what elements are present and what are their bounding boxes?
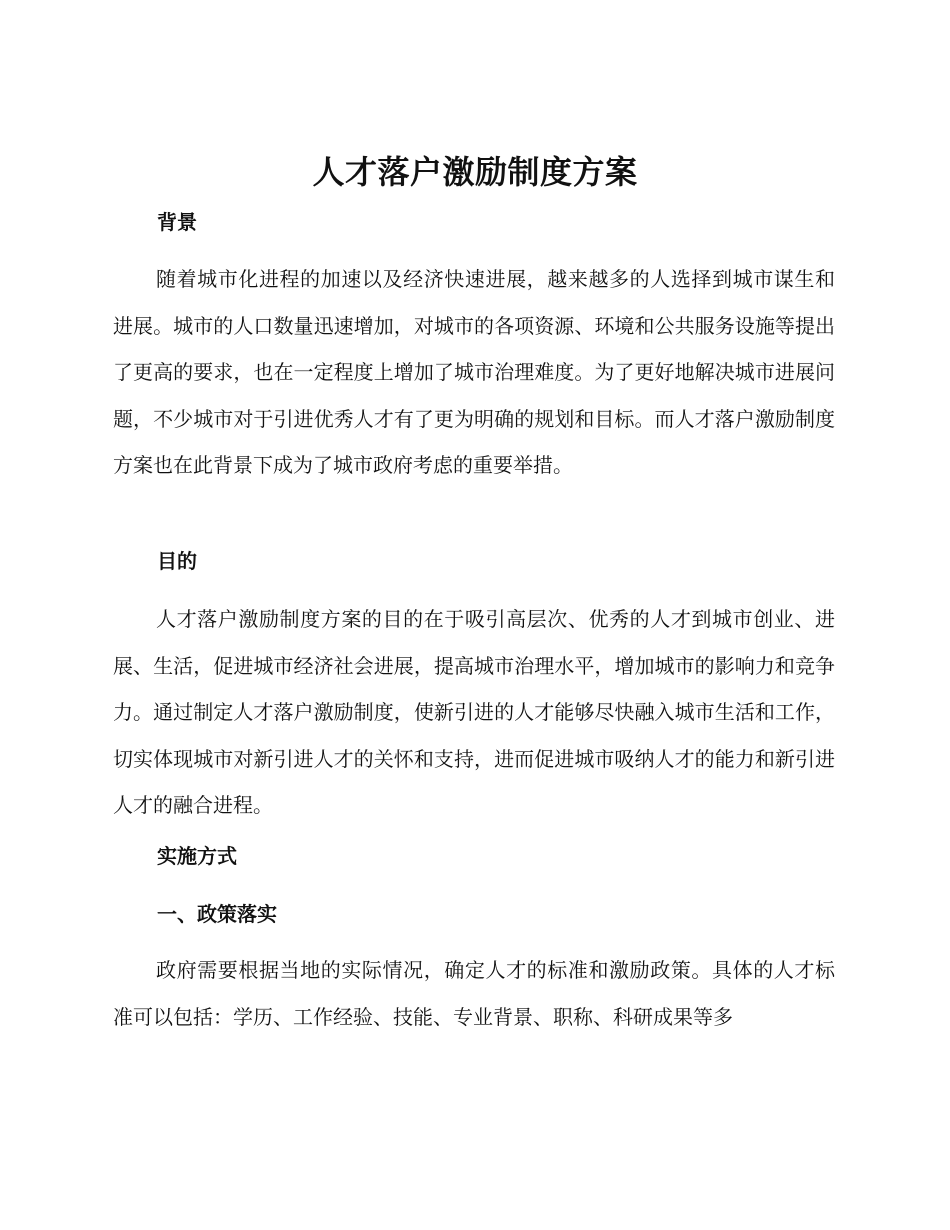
section-heading-purpose: 目的 — [157, 549, 197, 573]
section-heading-background: 背景 — [157, 210, 197, 234]
background-paragraph: 随着城市化进程的加速以及经济快速进展，越来越多的人选择到城市谋生和进展。城市的人口数量迅速增加，对城市的各项资源、环境和公共服务设施等提出了更高的要求，也在一定程度上增加了城市治理难度。为了更好地解决城市进展问题，不少城市对于引进优秀人才有了更为明确的规划和目标。而人才落户激励制度方案也在此背景下成为了城市政府考虑的重要举措。 — [113, 267, 835, 477]
section-heading-implementation: 实施方式 — [157, 844, 237, 868]
policy-paragraph: 政府需要根据当地的实际情况，确定人才的标准和激励政策。具体的人才标准可以包括：学历、工作经验、技能、专业背景、职称、科研成果等多 — [113, 958, 835, 1029]
subsection-heading-policy: 一、政策落实 — [157, 902, 277, 926]
document-title: 人才落户激励制度方案 — [312, 153, 638, 191]
purpose-paragraph: 人才落户激励制度方案的目的在于吸引高层次、优秀的人才到城市创业、进展、生活，促进城市经济社会进展，提高城市治理水平，增加城市的影响力和竞争力。通过制定人才落户激励制度，使新引进的人才能够尽快融入城市生活和工作，切实体现城市对新引进人才的关怀和支持，进而促进城市吸纳人才的能力和新引进人才的融合进程。 — [113, 607, 835, 817]
